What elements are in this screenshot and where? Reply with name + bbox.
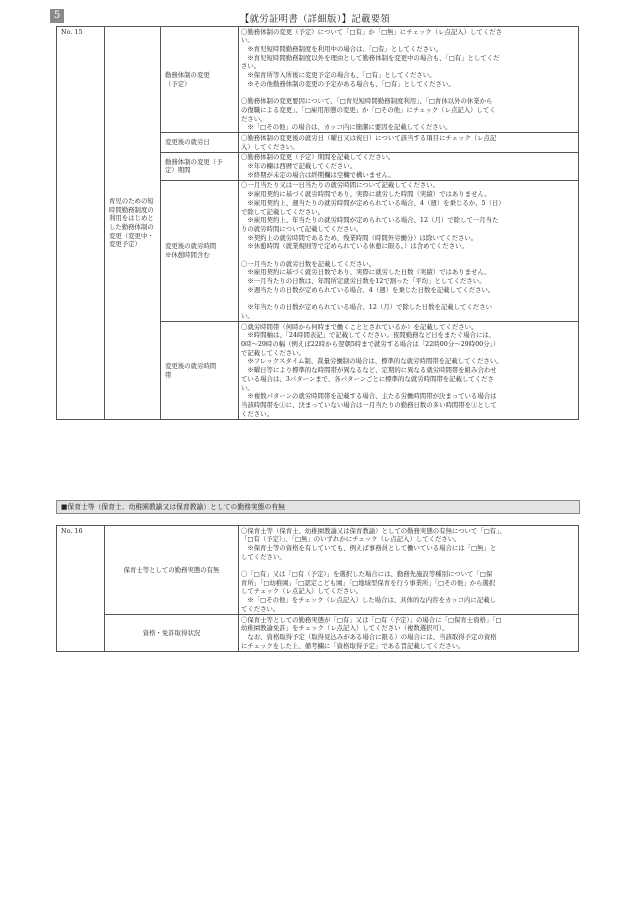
instruction-line: してください。 [241, 552, 286, 561]
instruction-line: 〇保育士等としての勤務実態が「□有」又は「□有（予定）」の場合に「□保育士資格」「□ [241, 615, 502, 624]
table-row [57, 615, 579, 652]
instruction-line: 〇勤務体制の変更要因について、「□育児短時間勤務制度利用」、「□育休以外の休業から [241, 97, 493, 106]
instruction-line: ている場合は、3パターンまで、各パターンごとに標準的な就労時間帯を記載してくださ [241, 374, 494, 383]
instruction-line: ※年の欄は西暦で記載してください。 [241, 162, 357, 171]
instruction-line: ※育児短時間勤務制度を利用中の場合は、「□有」としてください。 [241, 44, 442, 53]
instruction-line: 〇勤務体制の変更（予定）について「□有」か「□無」にチェック（レ点記入）してくださ [241, 27, 502, 36]
instruction-line: 0時〜29時の幅（例えば22時から翌朝5時まで就労する場合は「22時00分〜29時00分」） [241, 340, 500, 349]
table-row [57, 526, 579, 615]
group-label-line: 利用をはじめと [109, 214, 154, 223]
instruction-line: 〇一月当たりの就労日数を記載してください。 [241, 259, 376, 268]
instruction-line: ※育児短時間勤務制度以外を理由として勤務体制を変更中の場合も、「□有」としてくだ [241, 53, 500, 62]
field-instructions [239, 322, 579, 420]
group-label-line: 変更予定） [109, 240, 141, 249]
field-label-line: 定）期間 [165, 166, 191, 175]
instruction-line: なお、資格取得予定（取得見込みがある場合に限る）の場合には、当該取得予定の資格 [241, 632, 497, 641]
instruction-line: ※年当たりの日数が定められている場合、12（月）で除した日数を記載してください [241, 303, 492, 312]
group-label-line: 時間勤務制度の [109, 205, 154, 214]
field-label [161, 322, 239, 420]
group-label-line: 変更（変更中・ [109, 231, 154, 240]
field-label [161, 27, 239, 133]
instruction-line: りの就労時間について記載してください。 [241, 224, 363, 233]
field-instructions [239, 133, 579, 152]
instruction-line: ※週当たりの日数が定められている場合、4（週）を乗じた日数を記載してください。 [241, 285, 495, 294]
instruction-line: で除して記載してください。 [241, 207, 325, 216]
instruction-line: 入）してください。 [241, 142, 299, 151]
instruction-line: てください。 [241, 604, 280, 613]
field-label [161, 133, 239, 152]
item-number: No. 15 [57, 27, 105, 420]
instruction-line: ※保育所等入所後に変更予定の場合も、「□有」としてください。 [241, 71, 436, 80]
instruction-line: の復職による変更」、「□雇用形態の変更」か「□その他」にチェック（レ点記入）してく [241, 105, 496, 114]
group-label [105, 27, 161, 420]
instruction-line: 育所」「□幼稚園」「□認定こども園」「□地域型保育を行う事業所」「□その他」から選択 [241, 578, 496, 587]
instruction-line: ※終期が未定の場合は終期欄は空欄で構いません。 [241, 170, 395, 179]
field-label-line: 変更後の就労日 [165, 138, 210, 147]
instruction-line: ※曜日等により標準的な時間帯が異なるなど、定期的に異なる就労時間帯を組み合わせ [241, 366, 497, 375]
instruction-line: 〇就労時間帯（何時から何時まで働くこととされているか）を記載してください。 [241, 322, 478, 331]
instruction-line: ください。 [241, 409, 273, 418]
field-label-line: 帯 [165, 370, 172, 379]
instruction-line: ※契約上の就労時間であるため、残業時間（時間外労働分）は除いてください。 [241, 233, 478, 242]
section-16-header: ■保育士等（保育士、幼稚園教諭又は保育教諭）としての勤務実態の有無 [56, 500, 580, 514]
field-label-line: （予定） [165, 79, 191, 88]
instruction-line: にチェックをした上、備考欄に「資格取得予定」である旨記載してください。 [241, 641, 465, 650]
instruction-line: ※一月当たりの日数は、年間所定就労日数を12で割った「平均」としてください。 [241, 277, 486, 286]
instruction-line: ※「□その他」をチェック（レ点記入）した場合は、具体的な内容をカッコ内に記載し [241, 596, 497, 605]
field-label-line: 保育士等としての勤務実態の有無 [123, 565, 220, 574]
instruction-line: 〇勤務体制の変更（予定）期間を記載してください。 [241, 153, 395, 162]
section-16-table [56, 525, 579, 652]
group-label-line: した勤務体制の [109, 222, 154, 231]
field-label-line: 変更後の就労時間 [165, 361, 217, 370]
instruction-line [241, 561, 576, 570]
instruction-line: ださい。 [241, 114, 267, 123]
instruction-line: 〇「□有」又は「□有（予定）」を選択した場合には、勤務先施設等種別について「□保 [241, 570, 493, 578]
item-number: No. 16 [57, 526, 105, 652]
instruction-line: ※雇用契約に基づく就労時間であり、実際に就労した時間（実績）ではありません。 [241, 190, 491, 199]
instruction-line [241, 251, 576, 260]
instruction-line: ※雇用契約上、週当たりの就労時間が定められている場合、4（週）を乗じるか、5（日） [241, 198, 505, 207]
instruction-line: ※保育士等の資格を有していても、例えば事務員として働いている場合には「□無」と [241, 543, 497, 552]
instruction-line: ※その他勤務体制の変更の予定がある場合も、「□有」としてください。 [241, 79, 455, 88]
field-label-line: 変更後の就労時間 [165, 242, 217, 251]
instruction-line [241, 88, 576, 97]
instruction-line: 幼稚園教諭免許」をチェック（レ点記入）してください（複数選択可）。 [241, 624, 449, 633]
field-instructions [239, 27, 579, 133]
field-label [105, 526, 239, 615]
field-instructions [239, 526, 579, 615]
instruction-line: 〇保育士等（保育士、幼稚園教諭又は保育教諭）としての勤務実態の有無について「□有」、 [241, 526, 506, 535]
instruction-line: い。 [241, 383, 254, 392]
instruction-line [241, 295, 576, 304]
field-label-line: 勤務体制の変更 [165, 71, 210, 79]
section-15-table [56, 26, 579, 420]
field-label [161, 180, 239, 321]
document-title: 【就労証明書（詳細版）】記載要領 [239, 14, 391, 25]
table-row [57, 27, 579, 133]
instruction-line: 〇一月当たり又は一日当たりの就労時間について記載してください。 [241, 181, 439, 190]
field-label-line: ※休憩時間含む [165, 251, 210, 260]
field-instructions [239, 615, 579, 652]
instruction-line: ※時間軸は、「24時間表記」で記載してください。夜間勤務など日をまたぐ場合には、 [241, 331, 496, 340]
field-instructions [239, 152, 579, 180]
instruction-line: い。 [241, 311, 254, 320]
page-number-badge: 5 [50, 9, 64, 23]
instruction-line: 当該時間帯を①に、決まっていない場合は一月当たりの勤務日数の多い時間帯を①として [241, 400, 497, 409]
instruction-line: い。 [241, 36, 254, 45]
instruction-line: 「□有（予定）」、「□無」のいずれかにチェック（レ点記入）してください。 [241, 535, 461, 544]
instruction-line: してチェック（レ点記入）してください。 [241, 587, 363, 596]
instruction-line: ※雇用契約上、年当たりの就労時間が定められている場合、12（月）で除して一月当た [241, 216, 499, 225]
instruction-line: ※休憩時間（就業規則等で定められている休憩に限る。）は含めてください。 [241, 242, 468, 251]
field-instructions [239, 180, 579, 321]
instruction-line: ※複数パターンの就労時間帯を記載する場合、主たる労働時間帯が決まっている場合は [241, 392, 497, 401]
instruction-line: さい。 [241, 62, 261, 71]
field-label-line: 資格・免許取得状況 [142, 628, 201, 637]
instruction-line: ※フレックスタイム制、裁量労働制の場合は、標準的な就労時間帯を記載してください。 [241, 357, 503, 366]
group-label-line: 育児のための短 [109, 196, 154, 205]
instruction-line: ※「□その他」の場合は、カッコ内に簡潔に要因を記載してください。 [241, 123, 452, 132]
instruction-line: ※雇用契約に基づく就労日数であり、実際に就労した日数（実績）ではありません。 [241, 268, 491, 277]
field-label-line: 勤務体制の変更（予 [165, 157, 223, 166]
instruction-line: で記載してください。 [241, 348, 305, 357]
instruction-line: 〇勤務体制の変更後の就労日（曜日又は祝日）について該当する項目にチェック（レ点記 [241, 133, 497, 142]
field-label [161, 152, 239, 180]
field-label [105, 615, 239, 652]
